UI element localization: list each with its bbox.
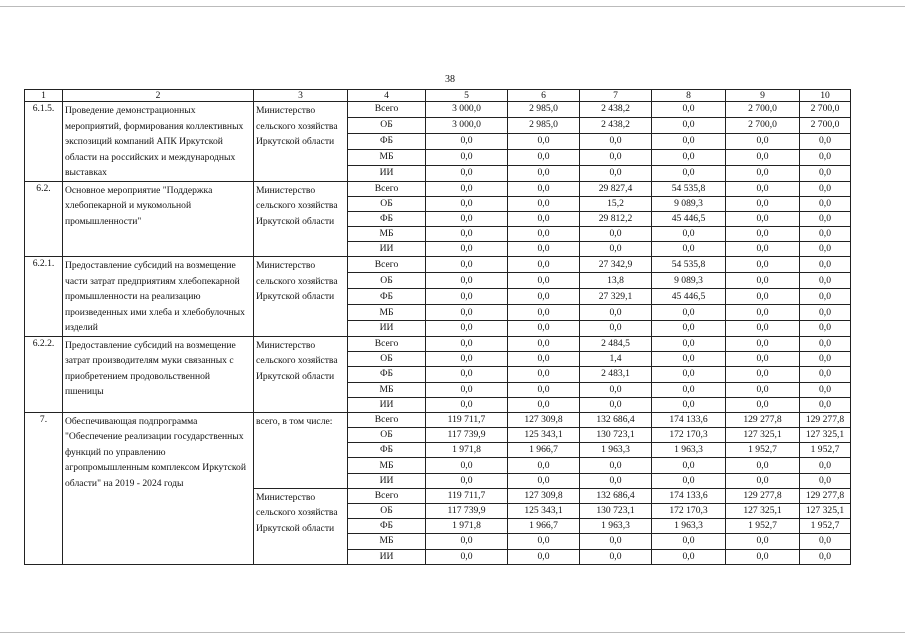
amount-cell: 0,0 [652,227,726,242]
page-number: 38 [445,74,455,85]
amount-cell: 0,0 [652,352,726,367]
executor: Министерство сельского хозяйства Иркутской области [254,488,348,564]
item-code: 7. [25,412,63,564]
amount-cell: 0,0 [426,211,508,226]
amount-cell: 0,0 [726,227,800,242]
item-code: 6.2.2. [25,336,63,412]
amount-cell: 0,0 [508,273,580,289]
amount-cell: 119 711,7 [426,412,508,427]
amount-cell: 0,0 [800,534,851,549]
column-header: 1 [25,90,63,102]
amount-cell: 0,0 [426,458,508,473]
amount-cell: 130 723,1 [580,504,652,519]
amount-cell: 1 971,8 [426,519,508,534]
amount-cell: 0,0 [508,367,580,382]
column-number-header-row [25,90,851,102]
amount-cell: 1 952,7 [726,443,800,458]
amount-cell: 1 963,3 [652,443,726,458]
amount-cell: 54 535,8 [652,257,726,273]
amount-cell: 0,0 [508,149,580,165]
amount-cell: 0,0 [580,534,652,549]
amount-cell: 0,0 [726,321,800,337]
amount-cell: 0,0 [652,242,726,257]
amount-cell: 0,0 [426,382,508,397]
funding-source: Всего [348,412,426,427]
amount-cell: 0,0 [426,336,508,351]
amount-cell: 129 277,8 [726,488,800,503]
amount-cell: 1,4 [580,352,652,367]
funding-source: ОБ [348,504,426,519]
amount-cell: 125 343,1 [508,428,580,443]
amount-cell: 0,0 [800,305,851,321]
amount-cell: 0,0 [652,102,726,118]
amount-cell: 29 812,2 [580,211,652,226]
amount-cell: 0,0 [426,196,508,211]
amount-cell: 127 325,1 [800,504,851,519]
amount-cell: 0,0 [508,257,580,273]
amount-cell: 0,0 [800,227,851,242]
amount-cell: 2 985,0 [508,117,580,133]
amount-cell: 129 277,8 [800,488,851,503]
amount-cell: 1 971,8 [426,443,508,458]
executor: Министерство сельского хозяйства Иркутской области [254,181,348,257]
amount-cell: 0,0 [508,242,580,257]
funding-source: МБ [348,382,426,397]
amount-cell: 0,0 [800,397,851,412]
amount-cell: 0,0 [726,397,800,412]
amount-cell: 0,0 [800,352,851,367]
amount-cell: 0,0 [508,534,580,549]
amount-cell: 127 309,8 [508,412,580,427]
amount-cell: 0,0 [800,289,851,305]
funding-source: ФБ [348,519,426,534]
funding-source: ФБ [348,443,426,458]
amount-cell: 0,0 [726,149,800,165]
amount-cell: 2 484,5 [580,336,652,351]
amount-cell: 2 438,2 [580,102,652,118]
amount-cell: 0,0 [726,211,800,226]
amount-cell: 27 342,9 [580,257,652,273]
amount-cell: 0,0 [508,165,580,181]
funding-source: ОБ [348,273,426,289]
amount-cell: 0,0 [726,382,800,397]
column-header: 6 [508,90,580,102]
amount-cell: 119 711,7 [426,488,508,503]
table-row [25,102,851,118]
amount-cell: 2 700,0 [726,117,800,133]
amount-cell: 0,0 [726,196,800,211]
item-code: 6.2.1. [25,257,63,337]
amount-cell: 127 325,1 [726,428,800,443]
amount-cell: 0,0 [580,165,652,181]
column-header: 5 [426,90,508,102]
funding-source: МБ [348,227,426,242]
column-header: 7 [580,90,652,102]
amount-cell: 130 723,1 [580,428,652,443]
amount-cell: 2 438,2 [580,117,652,133]
amount-cell: 15,2 [580,196,652,211]
amount-cell: 0,0 [426,227,508,242]
amount-cell: 117 739,9 [426,428,508,443]
amount-cell: 0,0 [726,473,800,488]
budget-table [24,89,851,565]
table-body [25,90,851,565]
amount-cell: 0,0 [800,149,851,165]
amount-cell: 2 700,0 [800,102,851,118]
amount-cell: 1 963,3 [652,519,726,534]
amount-cell: 0,0 [426,165,508,181]
amount-cell: 1 952,7 [800,519,851,534]
amount-cell: 2 483,1 [580,367,652,382]
amount-cell: 0,0 [726,133,800,149]
amount-cell: 0,0 [726,181,800,196]
amount-cell: 0,0 [652,149,726,165]
amount-cell: 0,0 [426,352,508,367]
amount-cell: 0,0 [580,149,652,165]
amount-cell: 0,0 [652,473,726,488]
funding-source: ФБ [348,133,426,149]
amount-cell: 2 700,0 [800,117,851,133]
amount-cell: 0,0 [508,352,580,367]
amount-cell: 0,0 [652,305,726,321]
funding-source: ИИ [348,549,426,564]
amount-cell: 0,0 [580,227,652,242]
amount-cell: 0,0 [580,133,652,149]
amount-cell: 0,0 [800,367,851,382]
amount-cell: 0,0 [508,196,580,211]
amount-cell: 0,0 [426,133,508,149]
amount-cell: 0,0 [800,242,851,257]
funding-source: Всего [348,102,426,118]
amount-cell: 1 963,3 [580,519,652,534]
amount-cell: 0,0 [652,549,726,564]
funding-source: ФБ [348,367,426,382]
column-header: 8 [652,90,726,102]
funding-source: ФБ [348,211,426,226]
item-name: Обеспечивающая подпрограмма "Обеспечение реализации государственных функций по управлению агропромышленным комплексом Иркутской области" на 2019 - 2024 годы [63,412,254,564]
amount-cell: 0,0 [508,382,580,397]
funding-source: ИИ [348,397,426,412]
amount-cell: 0,0 [800,133,851,149]
amount-cell: 0,0 [652,458,726,473]
funding-source: ФБ [348,289,426,305]
amount-cell: 0,0 [726,549,800,564]
item-code: 6.1.5. [25,102,63,182]
amount-cell: 0,0 [580,321,652,337]
funding-source: Всего [348,336,426,351]
amount-cell: 0,0 [800,273,851,289]
amount-cell: 127 309,8 [508,488,580,503]
amount-cell: 0,0 [652,534,726,549]
amount-cell: 0,0 [726,257,800,273]
amount-cell: 0,0 [426,397,508,412]
amount-cell: 1 966,7 [508,443,580,458]
amount-cell: 0,0 [426,257,508,273]
amount-cell: 0,0 [652,117,726,133]
amount-cell: 9 089,3 [652,196,726,211]
amount-cell: 13,8 [580,273,652,289]
amount-cell: 27 329,1 [580,289,652,305]
amount-cell: 0,0 [652,336,726,351]
amount-cell: 0,0 [800,458,851,473]
amount-cell: 0,0 [726,336,800,351]
amount-cell: 9 089,3 [652,273,726,289]
amount-cell: 0,0 [726,289,800,305]
executor: всего, в том числе: [254,412,348,488]
amount-cell: 0,0 [800,473,851,488]
funding-source: Всего [348,257,426,273]
amount-cell: 0,0 [508,473,580,488]
funding-source: МБ [348,149,426,165]
column-header: 2 [63,90,254,102]
amount-cell: 2 985,0 [508,102,580,118]
funding-source: ИИ [348,321,426,337]
funding-source: МБ [348,534,426,549]
amount-cell: 0,0 [426,549,508,564]
amount-cell: 45 446,5 [652,289,726,305]
funding-source: ОБ [348,117,426,133]
item-name: Предоставление субсидий на возмещение части затрат предприятиям хлебопекарной промышленности на реализацию произведенных ими хлеба и хлебобулочных изделий [63,257,254,337]
amount-cell: 1 952,7 [726,519,800,534]
funding-source: ОБ [348,352,426,367]
amount-cell: 0,0 [652,397,726,412]
amount-cell: 0,0 [508,133,580,149]
amount-cell: 0,0 [426,305,508,321]
amount-cell: 127 325,1 [726,504,800,519]
amount-cell: 0,0 [652,165,726,181]
amount-cell: 0,0 [426,289,508,305]
amount-cell: 0,0 [580,549,652,564]
amount-cell: 0,0 [508,211,580,226]
executor: Министерство сельского хозяйства Иркутской области [254,336,348,412]
amount-cell: 0,0 [508,458,580,473]
table-row [25,181,851,196]
amount-cell: 29 827,4 [580,181,652,196]
amount-cell: 0,0 [800,211,851,226]
amount-cell: 0,0 [800,181,851,196]
amount-cell: 117 739,9 [426,504,508,519]
table-row [25,336,851,351]
amount-cell: 0,0 [580,458,652,473]
amount-cell: 2 700,0 [726,102,800,118]
amount-cell: 0,0 [580,382,652,397]
amount-cell: 0,0 [508,227,580,242]
amount-cell: 0,0 [800,196,851,211]
amount-cell: 0,0 [652,133,726,149]
amount-cell: 0,0 [426,534,508,549]
amount-cell: 0,0 [726,242,800,257]
amount-cell: 3 000,0 [426,117,508,133]
amount-cell: 0,0 [580,397,652,412]
amount-cell: 0,0 [426,273,508,289]
amount-cell: 172 170,3 [652,504,726,519]
amount-cell: 0,0 [800,336,851,351]
amount-cell: 0,0 [580,473,652,488]
funding-source: Всего [348,488,426,503]
amount-cell: 0,0 [726,273,800,289]
amount-cell: 0,0 [508,397,580,412]
scan-edge-line [0,632,905,633]
amount-cell: 45 446,5 [652,211,726,226]
column-header: 4 [348,90,426,102]
item-name: Проведение демонстрационных мероприятий, формирования коллективных экспозиций компаний АПК Иркутской области на российских и международных выставках [63,102,254,182]
amount-cell: 0,0 [726,534,800,549]
amount-cell: 0,0 [800,321,851,337]
item-name: Основное мероприятие "Поддержка хлебопекарной и мукомольной промышленности" [63,181,254,257]
amount-cell: 0,0 [726,305,800,321]
amount-cell: 0,0 [508,305,580,321]
column-header: 9 [726,90,800,102]
column-header: 3 [254,90,348,102]
funding-source: МБ [348,458,426,473]
funding-source: ОБ [348,428,426,443]
amount-cell: 125 343,1 [508,504,580,519]
amount-cell: 0,0 [426,473,508,488]
amount-cell: 0,0 [800,549,851,564]
funding-source: Всего [348,181,426,196]
column-header: 10 [800,90,851,102]
amount-cell: 132 686,4 [580,412,652,427]
amount-cell: 0,0 [508,321,580,337]
amount-cell: 0,0 [800,257,851,273]
amount-cell: 0,0 [580,305,652,321]
funding-source: МБ [348,305,426,321]
amount-cell: 0,0 [508,549,580,564]
funding-source: ОБ [348,196,426,211]
amount-cell: 1 966,7 [508,519,580,534]
table-row [25,412,851,427]
amount-cell: 0,0 [426,321,508,337]
funding-source: ИИ [348,473,426,488]
amount-cell: 0,0 [508,336,580,351]
amount-cell: 0,0 [580,242,652,257]
amount-cell: 129 277,8 [800,412,851,427]
amount-cell: 0,0 [726,458,800,473]
amount-cell: 174 133,6 [652,412,726,427]
executor: Министерство сельского хозяйства Иркутской области [254,102,348,182]
amount-cell: 0,0 [426,181,508,196]
amount-cell: 172 170,3 [652,428,726,443]
amount-cell: 0,0 [726,352,800,367]
amount-cell: 132 686,4 [580,488,652,503]
amount-cell: 174 133,6 [652,488,726,503]
amount-cell: 127 325,1 [800,428,851,443]
amount-cell: 0,0 [652,367,726,382]
amount-cell: 0,0 [426,367,508,382]
amount-cell: 1 963,3 [580,443,652,458]
amount-cell: 0,0 [800,165,851,181]
amount-cell: 3 000,0 [426,102,508,118]
item-name: Предоставление субсидий на возмещение затрат производителям муки связанных с приобретением продовольственной пшеницы [63,336,254,412]
scan-edge-line [0,6,905,7]
amount-cell: 0,0 [800,382,851,397]
amount-cell: 0,0 [426,149,508,165]
amount-cell: 0,0 [652,321,726,337]
amount-cell: 0,0 [726,367,800,382]
amount-cell: 0,0 [508,181,580,196]
amount-cell: 54 535,8 [652,181,726,196]
funding-source: ИИ [348,242,426,257]
table-row [25,257,851,273]
amount-cell: 129 277,8 [726,412,800,427]
amount-cell: 1 952,7 [800,443,851,458]
amount-cell: 0,0 [426,242,508,257]
executor: Министерство сельского хозяйства Иркутской области [254,257,348,337]
item-code: 6.2. [25,181,63,257]
amount-cell: 0,0 [726,165,800,181]
amount-cell: 0,0 [508,289,580,305]
funding-source: ИИ [348,165,426,181]
amount-cell: 0,0 [652,382,726,397]
